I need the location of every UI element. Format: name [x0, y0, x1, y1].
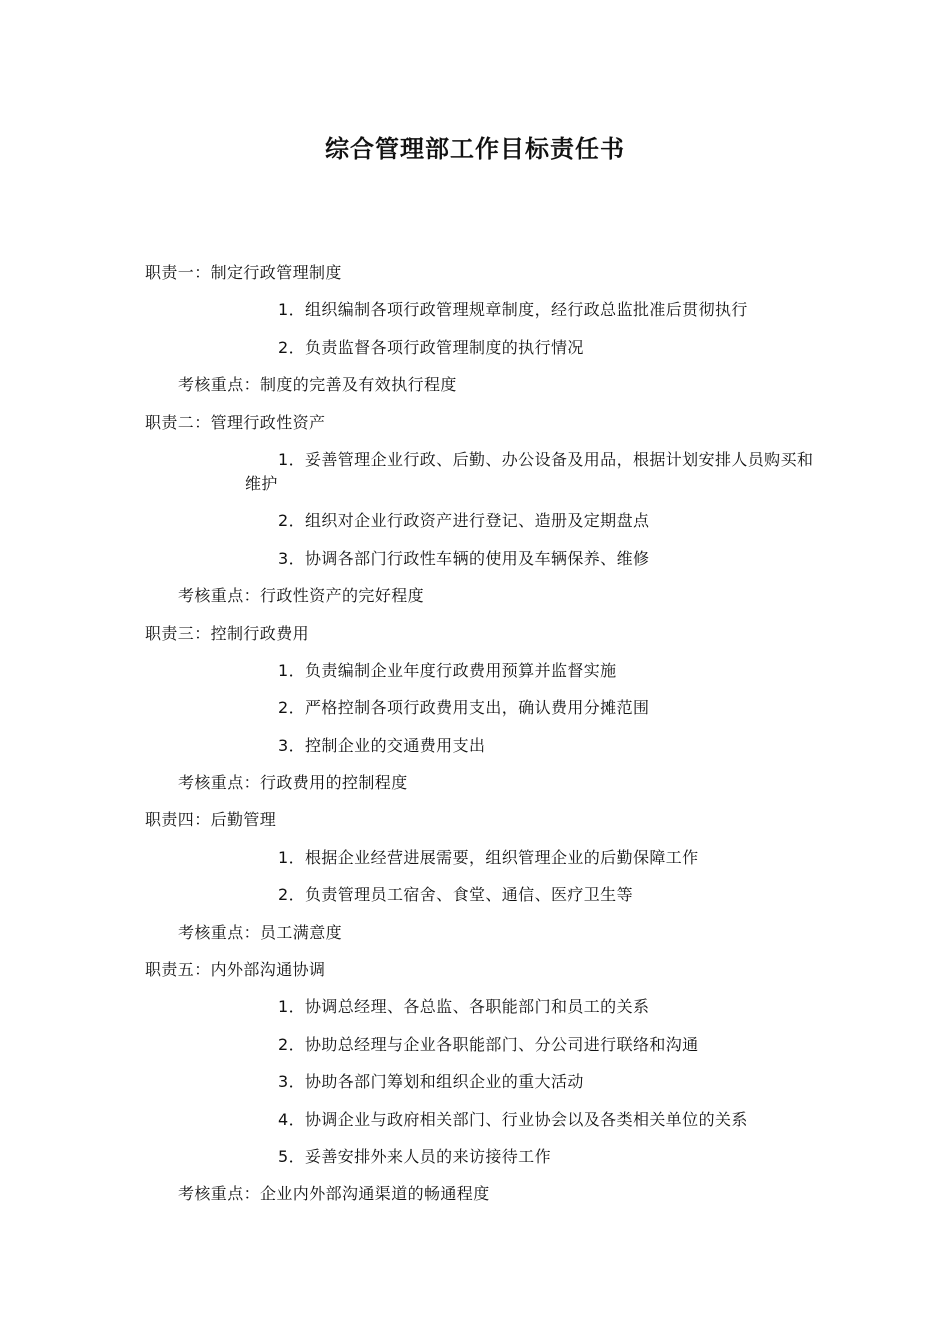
duty-item: 2．负责监督各项行政管理制度的执行情况 — [278, 337, 584, 357]
document-body — [0, 261, 950, 1220]
duty-item: 1．妥善管理企业行政、后勤、办公设备及用品，根据计划安排人员购买和维护 — [245, 449, 814, 493]
duty-heading: 职责一：制定行政管理制度 — [145, 263, 342, 282]
duty-item: 2．组织对企业行政资产进行登记、造册及定期盘点 — [278, 511, 650, 531]
assessment-key-point: 考核重点：行政性资产的完好程度 — [178, 586, 425, 606]
duty-item: 1．负责编制企业年度行政费用预算并监督实施 — [278, 660, 617, 680]
duty-item: 1．组织编制各项行政管理规章制度，经行政总监批准后贯彻执行 — [278, 300, 748, 320]
duty-heading: 职责三：控制行政费用 — [145, 623, 310, 643]
duty-item: 1．根据企业经营进展需要，组织管理企业的后勤保障工作 — [278, 847, 699, 867]
duty-heading: 职责五：内外部沟通协调 — [145, 960, 326, 980]
duty-item: 2．协助总经理与企业各职能部门、分公司进行联络和沟通 — [278, 1034, 699, 1054]
duty-item: 2．严格控制各项行政费用支出，确认费用分摊范围 — [278, 698, 650, 718]
duty-item: 4．协调企业与政府相关部门、行业协会以及各类相关单位的关系 — [278, 1109, 748, 1129]
assessment-key-point: 考核重点：制度的完善及有效执行程度 — [178, 375, 457, 395]
duty-item: 3．协调各部门行政性车辆的使用及车辆保养、维修 — [278, 548, 650, 568]
duty-item: 3．协助各部门筹划和组织企业的重大活动 — [278, 1072, 584, 1092]
assessment-key-point: 考核重点：行政费用的控制程度 — [178, 773, 408, 793]
duty-item: 5．妥善安排外来人员的来访接待工作 — [278, 1146, 551, 1166]
document-title: 综合管理部工作目标责任书 — [325, 134, 625, 163]
duty-heading: 职责四：后勤管理 — [145, 810, 277, 830]
duty-item: 2．负责管理员工宿舍、食堂、通信、医疗卫生等 — [278, 885, 633, 905]
duty-item: 3．控制企业的交通费用支出 — [278, 735, 486, 755]
duty-item: 1．协调总经理、各总监、各职能部门和员工的关系 — [278, 997, 650, 1017]
duty-heading: 职责二：管理行政性资产 — [145, 412, 326, 432]
assessment-key-point: 考核重点：员工满意度 — [178, 922, 343, 942]
assessment-key-point: 考核重点：企业内外部沟通渠道的畅通程度 — [178, 1184, 490, 1204]
